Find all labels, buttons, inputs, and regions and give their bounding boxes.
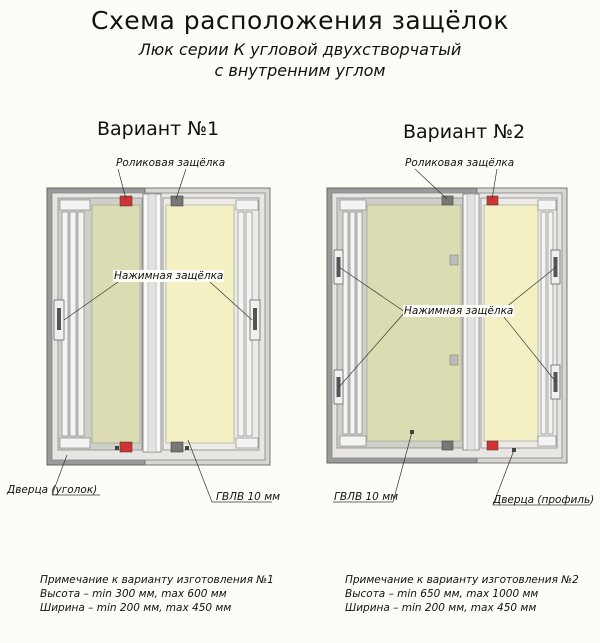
variant1-note-height: Высота – min 300 мм, max 600 мм (40, 588, 227, 600)
variant2-note-title: Примечание к варианту изготовления №2 (345, 574, 579, 586)
variant2-push-latch-label: Нажимная защёлка (404, 305, 514, 317)
variant1-hatch (47, 169, 272, 502)
variant2-note (345, 573, 579, 615)
page-subtitle-line1: Люк серии К угловой двухстворчатый (138, 40, 462, 59)
variant1-board-label: ГВЛВ 10 мм (216, 491, 281, 503)
variant2-right-board (484, 205, 538, 441)
variant1-note (40, 573, 274, 615)
variant1-left-board (92, 205, 140, 443)
variant2-heading: Вариант №2 (403, 121, 526, 143)
variant1-roller-latch-label: Роликовая защёлка (116, 157, 226, 169)
page-subtitle-line2: с внутренним углом (214, 61, 386, 80)
variant2-note-height: Высота – min 650 мм, max 1000 мм (345, 588, 539, 600)
variant1-door-label: Дверца (уголок) (7, 484, 98, 496)
variant2-board-label: ГВЛВ 10 мм (334, 491, 399, 503)
variant1-note-width: Ширина – min 200 мм, max 450 мм (40, 602, 232, 614)
variant2-hatch (327, 169, 590, 505)
variant1-right-board (166, 205, 234, 443)
variant2-note-width: Ширина – min 200 мм, max 450 мм (345, 602, 537, 614)
variant2-door-label: Дверца (профиль) (493, 494, 595, 506)
variant1-push-latch-label: Нажимная защёлка (114, 270, 224, 282)
variant1-roller-latch-top-left (120, 196, 132, 206)
page-title: Схема расположения защёлок (90, 6, 509, 35)
variant1-heading: Вариант №1 (97, 118, 220, 140)
variant2-left-board (367, 205, 461, 441)
variant1-note-title: Примечание к варианту изготовления №1 (40, 574, 274, 586)
variant2-roller-latch-label: Роликовая защёлка (405, 157, 515, 169)
